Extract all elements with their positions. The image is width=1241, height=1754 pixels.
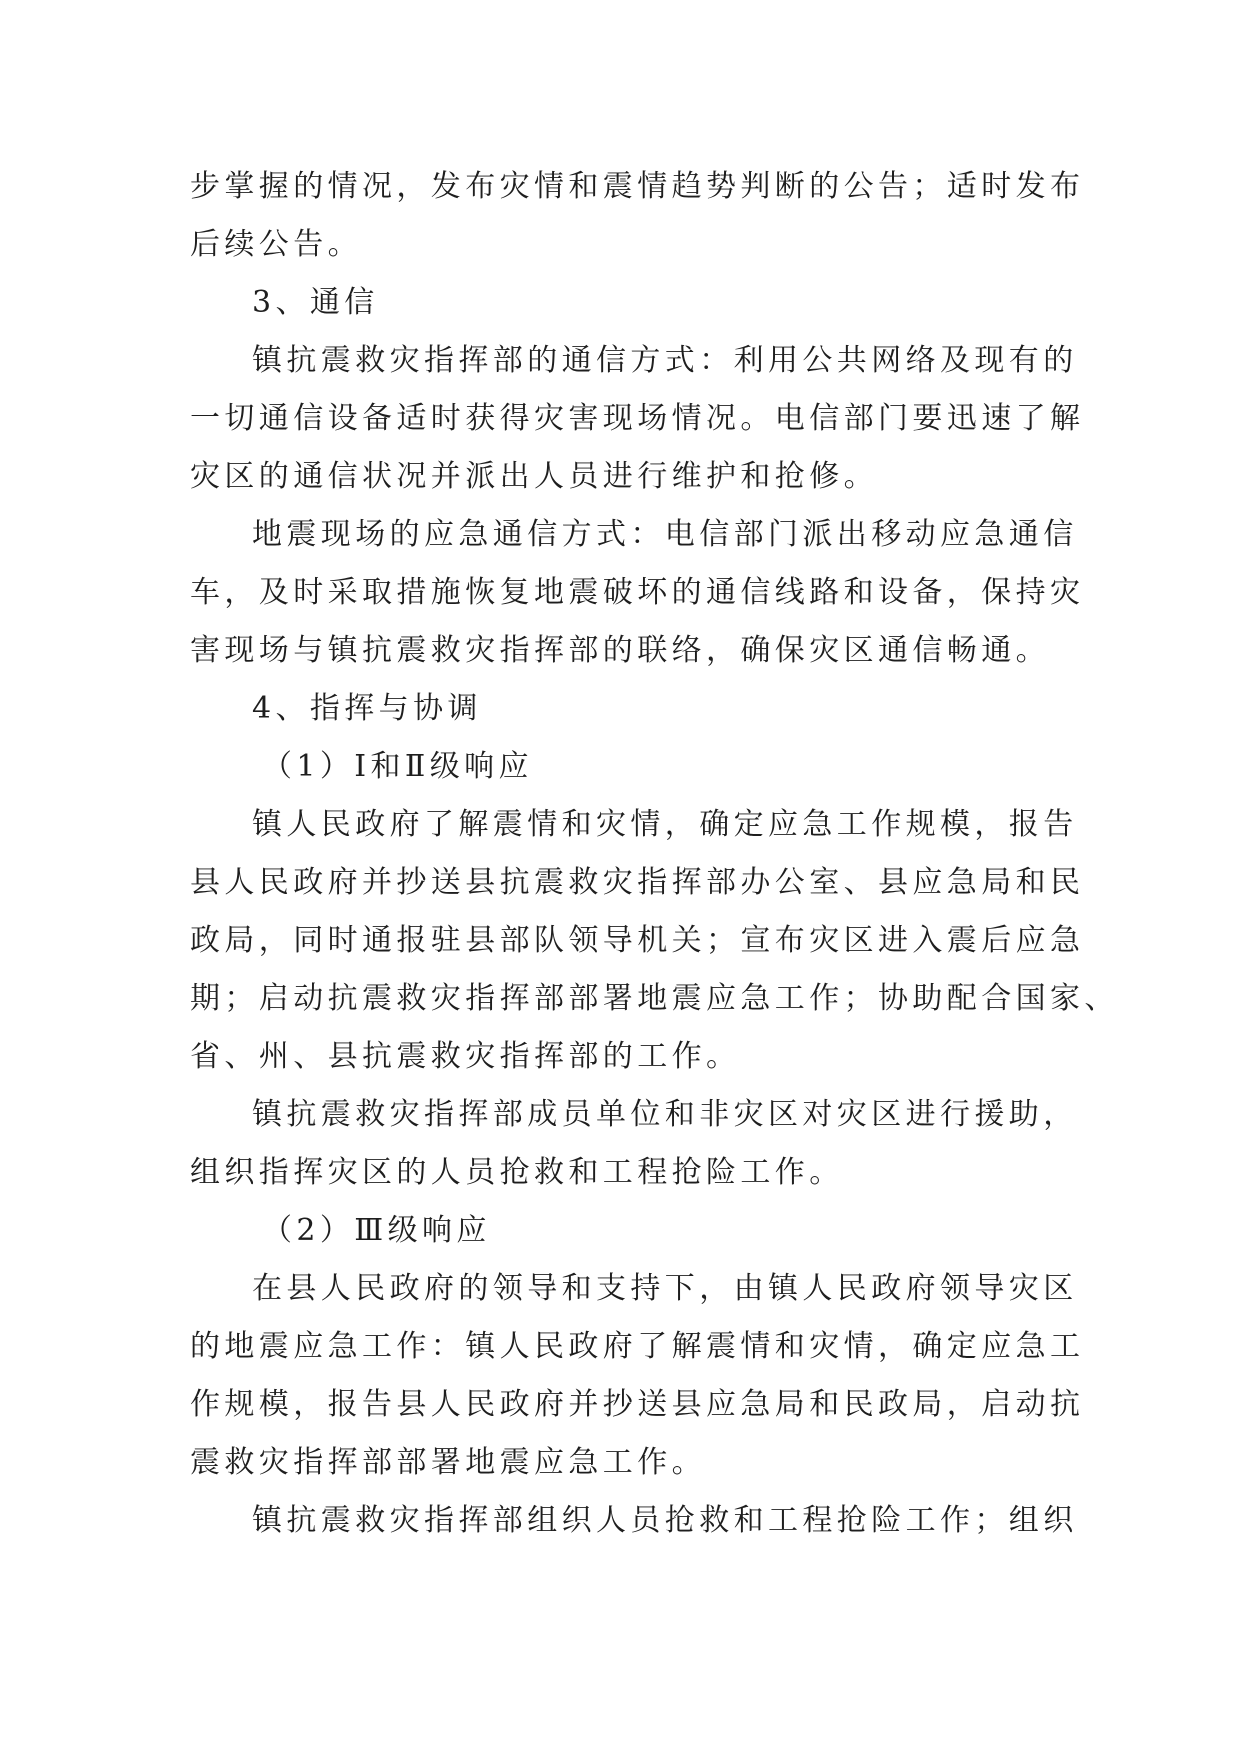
text-line: 震救灾指挥部部署地震应急工作。 [190, 1445, 706, 1480]
text-line: 组织指挥灾区的人员抢救和工程抢险工作。 [190, 1155, 844, 1190]
text-line: 在县人民政府的领导和支持下，由镇人民政府领导灾区 [252, 1271, 1078, 1306]
text-line: 镇抗震救灾指挥部的通信方式：利用公共网络及现有的 [252, 343, 1078, 378]
text-line: 后续公告。 [190, 227, 362, 262]
text-line: 害现场与镇抗震救灾指挥部的联络，确保灾区通信畅通。 [190, 633, 1050, 668]
text-line: 步掌握的情况，发布灾情和震情趋势判断的公告；适时发布 [190, 169, 1085, 204]
section-heading: 3、通信 [252, 285, 379, 320]
text-line: 的地震应急工作：镇人民政府了解震情和灾情，确定应急工 [190, 1329, 1085, 1364]
text-line: 政局，同时通报驻县部队领导机关；宣布灾区进入震后应急 [190, 923, 1085, 958]
text-line: 作规模，报告县人民政府并抄送县应急局和民政局，启动抗 [190, 1387, 1085, 1422]
text-line: 期；启动抗震救灾指挥部部署地震应急工作；协助配合国家、 [190, 981, 1119, 1016]
text-line: 镇人民政府了解震情和灾情，确定应急工作规模，报告 [252, 807, 1078, 842]
section-heading: 4、指挥与协调 [252, 691, 482, 726]
text-line: 灾区的通信状况并派出人员进行维护和抢修。 [190, 459, 878, 494]
subsection-heading: （2）Ⅲ级响应 [262, 1213, 491, 1248]
text-line: 车，及时采取措施恢复地震破坏的通信线路和设备，保持灾 [190, 575, 1085, 610]
subsection-heading: （1）Ⅰ和Ⅱ级响应 [262, 749, 533, 784]
text-line: 一切通信设备适时获得灾害现场情况。电信部门要迅速了解 [190, 401, 1085, 436]
text-line: 县人民政府并抄送县抗震救灾指挥部办公室、县应急局和民 [190, 865, 1085, 900]
document-body [190, 158, 1119, 1550]
text-line: 镇抗震救灾指挥部成员单位和非灾区对灾区进行援助， [252, 1097, 1078, 1132]
text-line: 地震现场的应急通信方式：电信部门派出移动应急通信 [252, 517, 1078, 552]
text-line: 省、州、县抗震救灾指挥部的工作。 [190, 1039, 741, 1074]
text-line: 镇抗震救灾指挥部组织人员抢救和工程抢险工作；组织 [252, 1503, 1078, 1538]
